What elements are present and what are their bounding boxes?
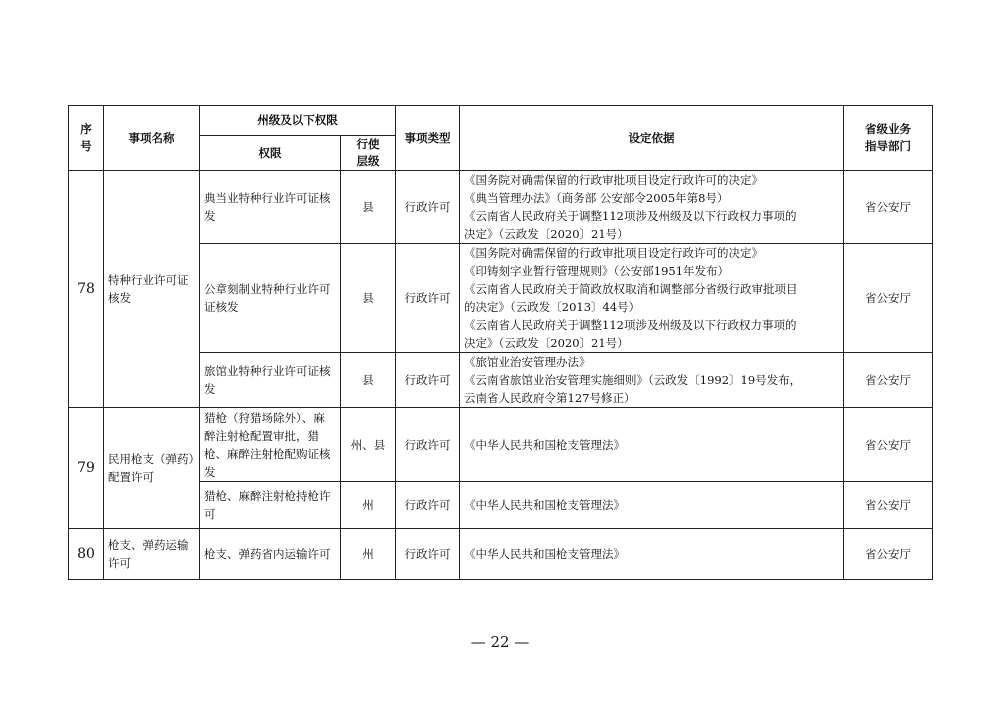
basis-cell	[460, 529, 844, 580]
type-cell: 行政许可	[396, 408, 460, 482]
basis-line: 《国务院对确需保留的行政审批项目设定行政许可的决定》	[464, 246, 763, 260]
item-name: 民用枪支（弹药）配置许可	[104, 408, 200, 529]
level-cell: 州	[341, 482, 396, 529]
basis-cell	[460, 408, 844, 482]
item-number: 78	[69, 171, 104, 408]
dept-cell: 省公安厅	[844, 482, 933, 529]
authority-cell: 公章刻制业特种行业许可证核发	[200, 244, 341, 353]
dept-cell: 省公安厅	[844, 529, 933, 580]
table-row	[69, 171, 933, 244]
basis-line: 《典当管理办法》（商务部 公安部令2005年第8号）	[464, 191, 729, 205]
table-row	[69, 529, 933, 580]
basis-line: 《旅馆业治安管理办法》	[464, 355, 591, 369]
type-cell: 行政许可	[396, 529, 460, 580]
basis-cell	[460, 171, 844, 244]
basis-line: 《中华人民共和国枪支管理法》	[464, 498, 625, 512]
authority-cell: 典当业特种行业许可证核发	[200, 171, 341, 244]
authority-cell: 枪支、弹药省内运输许可	[200, 529, 341, 580]
type-cell: 行政许可	[396, 353, 460, 408]
header-level: 行使 层级	[341, 136, 396, 171]
level-cell: 县	[341, 244, 396, 353]
basis-line: 的决定》（云政发〔2013〕44号）	[464, 300, 641, 314]
type-cell: 行政许可	[396, 482, 460, 529]
header-item-name: 事项名称	[104, 106, 200, 171]
basis-cell	[460, 482, 844, 529]
basis-line: 决定》（云政发〔2020〕21号）	[464, 336, 629, 350]
basis-line: 《云南省人民政府关于简政放权取消和调整部分省级行政审批项目	[464, 282, 798, 296]
authority-table	[68, 105, 933, 580]
level-cell: 州、县	[341, 408, 396, 482]
basis-line: 《中华人民共和国枪支管理法》	[464, 547, 625, 561]
level-cell: 县	[341, 171, 396, 244]
item-number: 79	[69, 408, 104, 529]
basis-line: 《国务院对确需保留的行政审批项目设定行政许可的决定》	[464, 173, 763, 187]
dept-cell: 省公安厅	[844, 244, 933, 353]
basis-line: 《云南省人民政府关于调整112项涉及州级及以下行政权力事项的	[464, 318, 797, 332]
item-name: 特种行业许可证核发	[104, 171, 200, 408]
header-dept: 省级业务 指导部门	[844, 106, 933, 171]
table-row	[69, 408, 933, 482]
type-cell: 行政许可	[396, 171, 460, 244]
basis-line: 《中华人民共和国枪支管理法》	[464, 437, 625, 452]
header-authority-group: 州级及以下权限	[200, 106, 396, 136]
header-basis: 设定依据	[460, 106, 844, 171]
dept-cell: 省公安厅	[844, 171, 933, 244]
basis-line: 《印铸刻字业暂行管理规则》（公安部1951年发布）	[464, 264, 730, 278]
authority-cell: 旅馆业特种行业许可证核发	[200, 353, 341, 408]
header-item-type: 事项类型	[396, 106, 460, 171]
basis-line: 《云南省旅馆业治安管理实施细则》（云政发〔1992〕19号发布，	[464, 373, 802, 387]
authority-cell: 猎枪（狩猎场除外）、麻醉注射枪配置审批，猎枪、麻醉注射枪配购证核发	[200, 408, 341, 482]
type-cell: 行政许可	[396, 244, 460, 353]
basis-line: 《云南省人民政府关于调整112项涉及州级及以下行政权力事项的	[464, 209, 797, 223]
basis-line: 决定》（云政发〔2020〕21号）	[464, 227, 629, 241]
header-seq: 序 号	[69, 106, 104, 171]
level-cell: 县	[341, 353, 396, 408]
dept-cell: 省公安厅	[844, 353, 933, 408]
basis-cell	[460, 244, 844, 353]
basis-cell	[460, 353, 844, 408]
item-number: 80	[69, 529, 104, 580]
page-number: — 22 —	[470, 633, 530, 651]
basis-line: 云南省人民政府令第127号修正）	[464, 391, 636, 405]
level-cell: 州	[341, 529, 396, 580]
authority-cell: 猎枪、麻醉注射枪持枪许可	[200, 482, 341, 529]
header-authority: 权限	[200, 136, 341, 171]
item-name: 枪支、弹药运输许可	[104, 529, 200, 580]
dept-cell: 省公安厅	[844, 408, 933, 482]
